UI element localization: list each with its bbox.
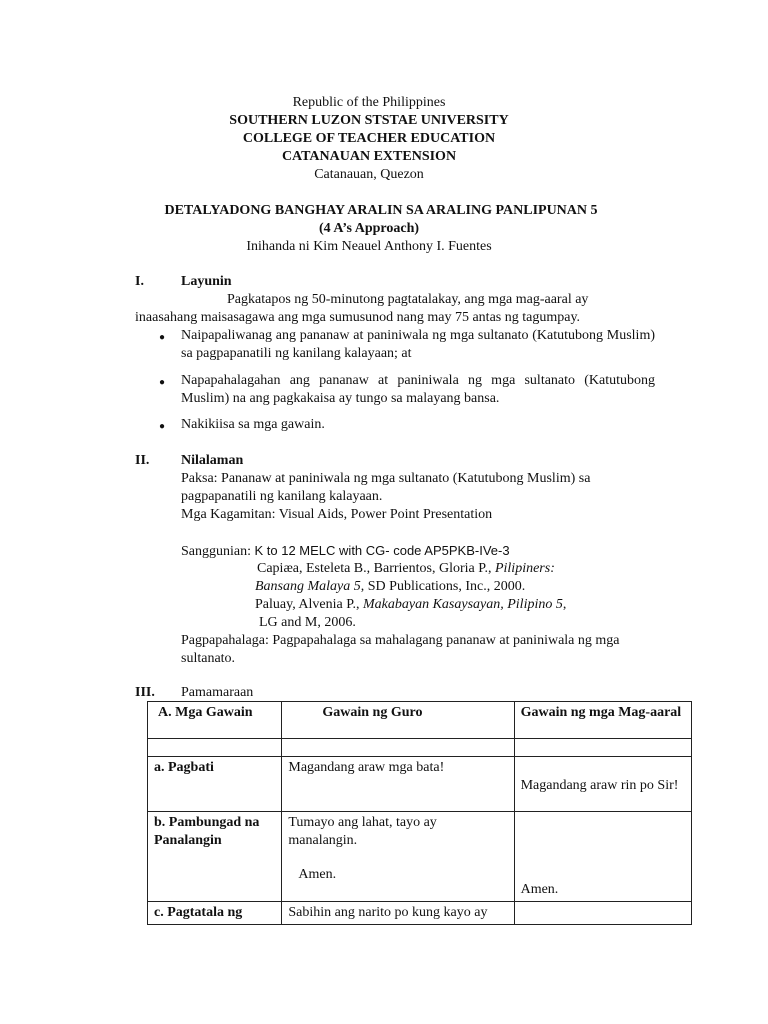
table-cell [148, 739, 282, 757]
sanggunian-code: K to 12 MELC with CG- code AP5PKB-IVe-3 [254, 543, 510, 558]
table-header-row [148, 702, 692, 739]
table-cell [282, 739, 514, 757]
campus-name: CATANAUAN EXTENSION [281, 149, 457, 164]
objective-item-2: Napapahalagahan ang pananaw at paniniwala ng mga sultanato (Katutubong Muslim) na ang pagkakaisa ay tungo sa malayang bansa. [181, 373, 655, 406]
cell-guro [282, 812, 514, 902]
section-3-title: Pamamaraan [181, 685, 254, 700]
reference-2-line-2: LG and M, 2006. [259, 615, 356, 630]
sanggunian-line [181, 542, 510, 561]
cell-mag-aaral: Amen. [514, 812, 691, 902]
cell-guro: Magandang araw mga bata! [282, 757, 514, 812]
cell-guro: Sabihin ang narito po kung kayo ay [282, 902, 514, 925]
reference-1-title-part-2: Bansang Malaya 5 [255, 579, 361, 594]
cell-gawain: a. Pagbati [148, 757, 282, 812]
section-2-number: II. [135, 453, 150, 468]
section-3-number: III. [135, 685, 155, 700]
author-line: Inihanda ni Kim Neauel Anthony I. Fuentes [246, 239, 492, 254]
reference-1-line-1 [257, 560, 555, 578]
table-spacer-row [148, 739, 692, 757]
reference-2-line-1 [255, 596, 566, 614]
reference-1-line-2 [255, 578, 525, 596]
cell-mag-aaral [514, 902, 691, 925]
table-row [148, 812, 692, 902]
table-cell [514, 739, 691, 757]
cell-guro-prayer: Tumayo ang lahat, tayo ay manalangin. [288, 815, 437, 848]
document-subtitle: (4 A’s Approach) [318, 221, 420, 236]
header-gawain: A. Mga Gawain [148, 702, 282, 739]
reference-1-publisher: , SD Publications, Inc., 2000. [360, 579, 526, 594]
republic-line: Republic of the Philippines [292, 95, 446, 110]
cell-gawain: b. Pambungad na Panalangin [148, 812, 282, 902]
header-mag-aaral: Gawain ng mga Mag-aaral [514, 702, 691, 739]
objectives-intro-line-2: inaasahang maisasagawa ang mga sumusunod nang may 75 antas ng tagumpay. [135, 310, 581, 325]
college-name: COLLEGE OF TEACHER EDUCATION [242, 131, 496, 146]
bullet-icon: ● [159, 421, 166, 432]
objectives-intro-line-1: Pagkatapos ng 50-minutong pagtatalakay, ang mga mag-aaral ay [227, 292, 589, 307]
section-1-title: Layunin [181, 274, 232, 289]
header-guro: Gawain ng Guro [282, 702, 514, 739]
objective-item-3: Nakikiisa sa mga gawain. [181, 417, 325, 432]
reference-2-comma: , [562, 597, 567, 612]
reference-2-title: Makabayan Kasaysayan, Pilipino 5 [362, 597, 563, 612]
bullet-icon: ● [159, 377, 166, 388]
procedure-table [147, 701, 692, 925]
cell-guro-amen: Amen. [298, 867, 337, 882]
pagpapahalaga-line-2: sultanato. [181, 651, 236, 666]
university-name: SOUTHERN LUZON STSTAE UNIVERSITY [229, 113, 509, 128]
objective-item-1: Naipapaliwanag ang pananaw at paniniwala ng mga sultanato (Katutubong Muslim) sa pagpapanatili ng kanilang kalayaan; at [181, 328, 655, 361]
bullet-icon: ● [159, 332, 166, 343]
section-2-title: Nilalaman [181, 453, 244, 468]
reference-1-authors: Capiæa, Esteleta B., Barrientos, Gloria P., [257, 561, 492, 576]
location-line: Catanauan, Quezon [314, 167, 424, 182]
reference-1-title-part-1: Pilipiners: [494, 561, 555, 576]
kagamitan-line: Mga Kagamitan: Visual Aids, Power Point Presentation [181, 507, 493, 522]
section-1-number: I. [135, 274, 144, 289]
reference-2-author: Paluay, Alvenia P., [255, 597, 360, 612]
document-title: DETALYADONG BANGHAY ARALIN SA ARALING PANLIPUNAN 5 [164, 203, 598, 218]
cell-mag-aaral: Magandang araw rin po Sir! [514, 757, 691, 812]
cell-gawain: c. Pagtatala ng [148, 902, 282, 925]
table-row [148, 902, 692, 925]
sanggunian-label: Sanggunian: [181, 544, 251, 559]
paksa-line-2: pagpapanatili ng kanilang kalayaan. [181, 489, 383, 504]
table-row [148, 757, 692, 812]
paksa-line-1: Paksa: Pananaw at paniniwala ng mga sultanato (Katutubong Muslim) sa [181, 471, 591, 486]
pagpapahalaga-line-1: Pagpapahalaga: Pagpapahalaga sa mahalagang pananaw at paniniwala ng mga [181, 633, 620, 648]
